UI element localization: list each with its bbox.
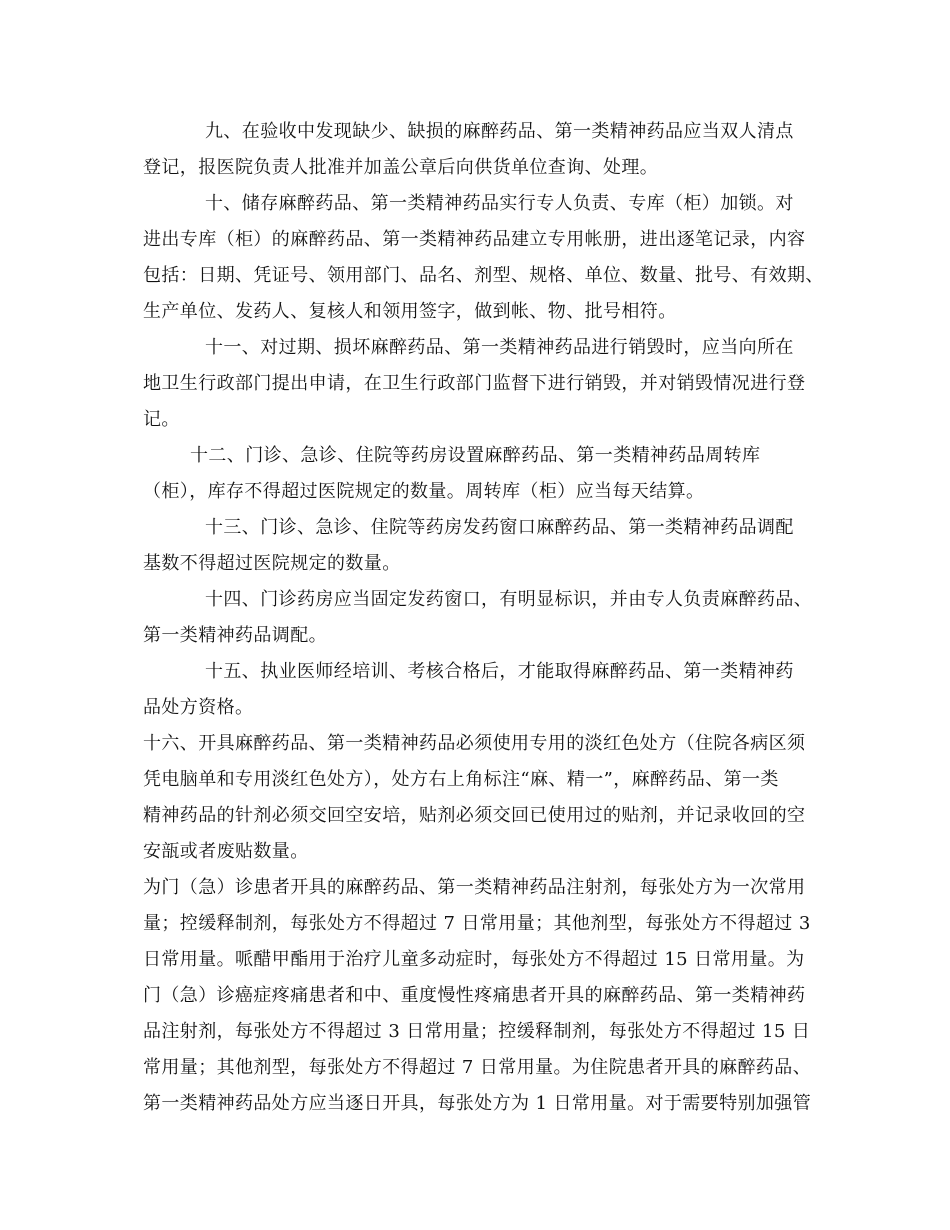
paragraph-13-line-2: 基数不得超过医院规定的数量。 (143, 553, 401, 574)
paragraph-17-line-2: 量；控缓释制剂，每张处方不得超过 7 日常用量；其他剂型，每张处方不得超过 3 (143, 913, 811, 934)
paragraph-11-line-3: 记。 (143, 409, 180, 430)
paragraph-11-line-2: 地卫生行政部门提出申请，在卫生行政部门监督下进行销毁，并对销毁情况进行登 (143, 373, 806, 394)
paragraph-10-line-4: 生产单位、发药人、复核人和领用签字，做到帐、物、批号相符。 (143, 301, 677, 322)
paragraph-17-line-5: 品注射剂，每张处方不得超过 3 日常用量；控缓释制剂，每张处方不得超过 15 日 (143, 1021, 811, 1042)
paragraph-16-line-4: 安瓿或者废贴数量。 (143, 841, 309, 862)
paragraph-10-line-1: 十、储存麻醉药品、第一类精神药品实行专人负责、专库（柜）加锁。对 (205, 193, 794, 214)
paragraph-11-line-1: 十一、对过期、损坏麻醉药品、第一类精神药品进行销毁时，应当向所在 (205, 337, 794, 358)
paragraph-17-line-1: 为门（急）诊患者开具的麻醉药品、第一类精神药品注射剂，每张处方为一次常用 (143, 877, 806, 898)
paragraph-9-line-1: 九、在验收中发现缺少、缺损的麻醉药品、第一类精神药品应当双人清点 (205, 121, 794, 142)
paragraph-9-line-2: 登记，报医院负责人批准并加盖公章后向供货单位查询、处理。 (143, 157, 659, 178)
paragraph-16-line-1: 十六、开具麻醉药品、第一类精神药品必须使用专用的淡红色处方（住院各病区须 (143, 733, 806, 754)
paragraph-17-line-3: 日常用量。哌醋甲酯用于治疗儿童多动症时，每张处方不得超过 15 日常用量。为 (143, 949, 805, 970)
paragraph-14-line-1: 十四、门诊药房应当固定发药窗口，有明显标识，并由专人负责麻醉药品、 (205, 589, 813, 610)
paragraph-16-line-2: 凭电脑单和专用淡红色处方），处方右上角标注“麻、精一”，麻醉药品、第一类 (143, 769, 779, 790)
paragraph-12-line-1: 十二、门诊、急诊、住院等药房设置麻醉药品、第一类精神药品周转库 (190, 445, 761, 466)
paragraph-15-line-2: 品处方资格。 (143, 697, 254, 718)
paragraph-17-line-4: 门（急）诊癌症疼痛患者和中、重度慢性疼痛患者开具的麻醉药品、第一类精神药 (143, 985, 806, 1006)
paragraph-15-line-1: 十五、执业医师经培训、考核合格后，才能取得麻醉药品、第一类精神药 (205, 661, 794, 682)
paragraph-10-line-2: 进出专库（柜）的麻醉药品、第一类精神药品建立专用帐册，进出逐笔记录，内容 (143, 229, 806, 250)
paragraph-13-line-1: 十三、门诊、急诊、住院等药房发药窗口麻醉药品、第一类精神药品调配 (205, 517, 794, 538)
paragraph-17-line-7: 第一类精神药品处方应当逐日开具，每张处方为 1 日常用量。对于需要特别加强管 (143, 1093, 812, 1114)
paragraph-10-line-3: 包括：日期、凭证号、领用部门、品名、剂型、规格、单位、数量、批号、有效期、 (143, 265, 824, 286)
paragraph-17-line-6: 常用量；其他剂型，每张处方不得超过 7 日常用量。为住院患者开具的麻醉药品、 (143, 1057, 812, 1078)
paragraph-14-line-2: 第一类精神药品调配。 (143, 625, 327, 646)
paragraph-12-line-2: （柜），库存不得超过医院规定的数量。周转库（柜）应当每天结算。 (143, 481, 705, 502)
paragraph-16-line-3: 精神药品的针剂必须交回空安培，贴剂必须交回已使用过的贴剂，并记录收回的空 (143, 805, 806, 826)
